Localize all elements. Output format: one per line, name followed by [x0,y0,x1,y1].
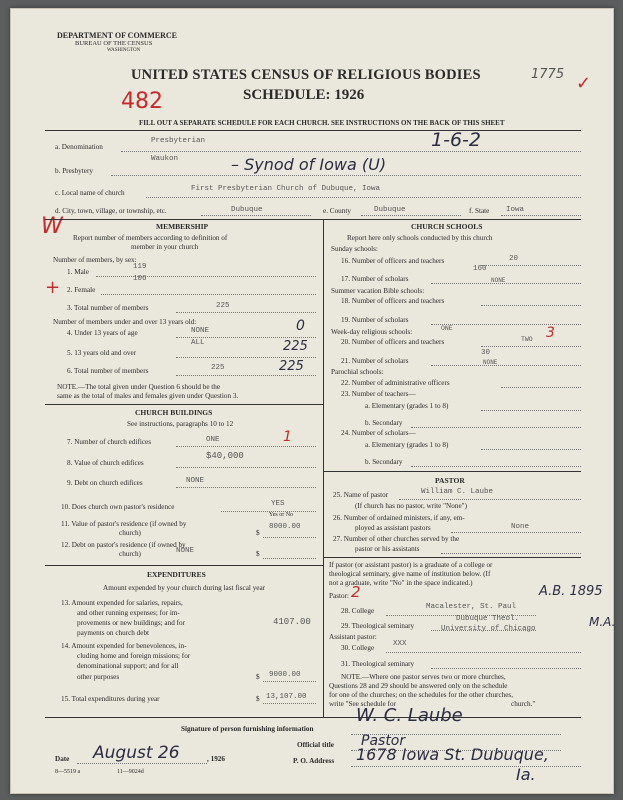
red-cross-mark: + [45,277,61,298]
q24a-label: a. Elementary (grades 1 to 8) [365,441,449,449]
city-heading: WASHINGTON [107,48,141,53]
buildings-heading: CHURCH BUILDINGS [135,408,213,417]
q29-value: Dubuque Theol. [456,615,520,623]
pastor-note: NOTE.—Where one pastor serves two or more churches, [341,673,506,681]
parochial-label: Parochial schools: [331,368,384,376]
q23a-label: a. Elementary (grades 1 to 8) [365,402,449,410]
q31-label: 31. Theological seminary [341,660,415,668]
q29-value-2: University of Chicago [441,625,536,633]
q20-hand: 3 [546,325,555,341]
synod-note: – Synod of Iowa (U) [231,155,387,174]
county-label: e. County [323,207,351,215]
q15-label: 15. Total expenditures during year [61,695,160,703]
local-name-value: First Presbyterian Church of Dubuque, Iowa [191,185,381,193]
age-label: Number of members under and over 13 years old: [53,318,197,326]
red-ink-number: 482 [121,89,163,114]
expenditures-sub: Amount expended by your church during last fiscal year [103,584,266,592]
fill-out-instruction: FILL OUT A SEPARATE SCHEDULE FOR EACH CHURCH. SEE INSTRUCTIONS ON THE BACK OF THIS SHEET [139,119,505,127]
state-value: Iowa [506,206,525,214]
q15-value: 13,107.00 [266,693,307,701]
expenditures-heading: EXPENDITURES [147,570,206,579]
q17-typed: NONE [491,277,506,284]
q9-value: NONE [186,477,205,485]
q7-label: 7. Number of church edifices [67,438,152,446]
q17-label: 17. Number of scholars [341,275,409,283]
form-code: 8—5519 a [55,769,81,775]
pastor-heading: PASTOR [435,476,465,485]
membership-heading: MEMBERSHIP [156,222,209,231]
q23b-label: b. Secondary [365,419,403,427]
schools-heading: CHURCH SCHOOLS [411,222,483,231]
q14-value: 9000.00 [269,671,301,679]
denomination-label: a. Denomination [55,143,103,151]
address-value: 1678 Iowa St. Dubuque, [356,745,549,764]
q11-value: 8000.00 [269,523,301,531]
denomination-value: Presbyterian [151,137,206,145]
ma-note: M.A. [589,615,616,629]
pastor-grad-hand: 2 [351,583,361,601]
q14-label-3: denominational support; and for all [77,662,179,670]
presbytery-label: b. Presbytery [55,167,93,175]
pastor-note-4: write "See schedule for [329,700,396,708]
q12-dollar: $ [256,550,260,558]
red-margin-mark: W [41,214,63,239]
form-title: UNITED STATES CENSUS OF RELIGIOUS BODIES [131,67,481,83]
address-label: P. O. Address [293,757,335,765]
census-form [10,8,614,794]
q23-label: 23. Number of teachers— [341,390,416,398]
state-label: f. State [469,207,490,215]
city-label: d. City, town, village, or township, etc. [55,207,167,215]
q25-note: (If church has no pastor, write "None") [355,502,467,510]
weekday-schools-label: Week-day religious schools: [331,328,413,336]
q7-hand: 1 [283,429,292,445]
total-members-label: 3. Total number of members [67,304,149,312]
print-code: 11—9024d [117,769,144,775]
membership-intro: Report number of members according to definition of [73,234,228,242]
q26-value: None [511,523,530,531]
official-title-value: Pastor [361,733,406,749]
buildings-sub: See instructions, paragraphs 10 to 12 [127,420,234,428]
total-members-value: 225 [216,302,230,310]
q11-label: 11. Value of pastor's residence (if owned by [61,520,187,528]
q16-label: 16. Number of officers and teachers [341,257,445,265]
q29-label: 29. Theological seminary [341,622,415,630]
degree-note: A.B. 1895 [539,584,603,599]
male-label: 1. Male [67,268,89,276]
q11-dollar: $ [256,529,260,537]
q14-label-4: other purposes [77,673,120,681]
sunday-schools-label: Sunday schools: [331,245,378,253]
female-label: 2. Female [67,286,96,294]
red-check-icon: ✓ [576,73,592,94]
under-13-typed: NONE [191,327,210,335]
q25-value: William C. Laube [421,488,494,496]
total-6-label: 6. Total number of members [67,367,149,375]
q10-value: YES [271,500,285,508]
q9-label: 9. Debt on church edifices [67,479,143,487]
yes-or-no-hint: Yes or No [269,512,294,518]
q21-typed: NONE [483,359,498,366]
date-year: , 1926 [207,755,225,763]
address-value-2: Ia. [516,765,536,784]
pastor-note-2: Questions 28 and 29 should be answered only on the schedule [329,682,508,690]
q20-label: 20. Number of officers and teachers [341,338,445,346]
q13-label-2: and other running expenses; for im- [77,609,180,617]
county-value: Dubuque [374,206,406,214]
weekday-typed: ONE [441,325,453,332]
date-label: Date [55,755,70,763]
stamp-number: 1775 [531,67,565,82]
total-6-hand: 225 [279,359,304,374]
q30-value: XXX [393,640,407,648]
q14-label: 14. Amount expended for benevolences, in- [61,642,187,650]
summer-schools-label: Summer vacation Bible schools: [331,287,425,295]
q27-label-2: pastor or his assistants [355,545,420,553]
q24-label: 24. Number of scholars— [341,429,416,437]
q12-label: 12. Debt on pastor's residence (if owned by [61,541,186,549]
q13-value: 4107.00 [273,617,311,627]
signature-value: W. C. Laube [356,705,463,726]
graduate-note: If pastor (or assistant pastor) is a graduate of a college or [329,561,493,569]
q13-label-4: payments on church debt [77,629,150,637]
q21-label: 21. Number of scholars [341,357,409,365]
graduate-note-2: theological seminary, give name of institution below. (If [329,570,491,578]
over-13-hand: 225 [283,339,308,354]
date-value: August 26 [93,743,180,763]
schedule-title: SCHEDULE: 1926 [243,87,365,103]
q26-label: 26. Number of ordained ministers, if any, em- [333,514,465,522]
presbytery-value: Waukon [151,155,179,163]
q17-value: 160 [473,265,487,273]
code-number: 1-6-2 [431,129,481,151]
q28-value: Macalester, St. Paul [426,603,517,611]
q20-typed: TWO [521,336,533,343]
local-name-label: c. Local name of church [55,189,125,197]
pastor-note-3: for one of the churches; on the schedules for the other churches, [329,691,514,699]
q11-label-2: church) [119,529,141,537]
bureau-heading: BUREAU OF THE CENSUS [75,40,153,47]
q14-dollar: $ [256,673,260,681]
q25-label: 25. Name of pastor [333,491,389,499]
official-title-label: Official title [297,741,334,749]
q28-label: 28. College [341,607,375,615]
schools-intro: Report here only schools conducted by this church [347,234,493,242]
under-13-label: 4. Under 13 years of age [67,329,138,337]
graduate-note-3: not a graduate, write "No" in the space indicated.) [329,579,473,587]
q8-value: $40,000 [206,451,244,461]
q13-label-3: provements or new buildings; and for [77,619,185,627]
q13-label: 13. Amount expended for salaries, repairs, [61,599,183,607]
department-heading: DEPARTMENT OF COMMERCE [57,31,178,40]
q19-label: 19. Number of scholars [341,316,409,324]
q27-label: 27. Number of other churches served by the [333,535,460,543]
q7-typed: ONE [206,436,220,444]
q12-label-2: church) [119,550,141,558]
female-value: 106 [133,275,147,283]
q14-label-2: cluding home and foreign missions; for [77,652,191,660]
q22-label: 22. Number of administrative officers [341,379,450,387]
q16-value: 20 [509,255,519,263]
by-sex-label: Number of members, by sex: [53,256,137,264]
q26-label-2: ployed as assistant pastors [355,524,431,532]
q8-label: 8. Value of church edifices [67,459,144,467]
pastor-grad-label: Pastor: [329,592,349,600]
under-13-hand: 0 [296,318,305,334]
q21-value: 30 [481,349,491,357]
q15-dollar: $ [256,695,260,703]
q30-label: 30. College [341,644,375,652]
membership-intro-2: member in your church [131,243,199,251]
male-value: 119 [133,263,147,271]
q10-label: 10. Does church own pastor's residence [61,503,175,511]
membership-note-2: same as the total of males and females given under Question 3. [57,392,239,400]
over-13-typed: ALL [191,339,205,347]
q18-label: 18. Number of officers and teachers [341,297,445,305]
assistant-pastor-label: Assistant pastor: [329,633,377,641]
total-6-typed: 225 [211,364,225,372]
membership-note: NOTE.—The total given under Question 6 should be the [57,383,221,391]
over-13-label: 5. 13 years old and over [67,349,137,357]
city-value: Dubuque [231,206,263,214]
pastor-note-5: church." [511,700,536,708]
q12-value: NONE [176,547,195,555]
signature-label: Signature of person furnishing information [181,725,314,733]
q24b-label: b. Secondary [365,458,403,466]
